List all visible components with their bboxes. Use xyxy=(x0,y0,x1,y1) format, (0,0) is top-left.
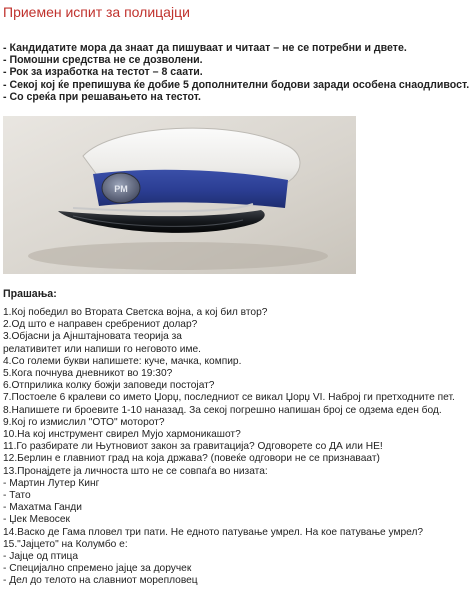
question-item: 15."Јајцето" на Колумбо е: xyxy=(3,538,128,550)
question-item: 5.Кога почнува дневникот во 19:30? xyxy=(3,368,173,380)
rule-item: - Со среќа при решавањето на тестот. xyxy=(3,90,201,103)
question-item: 4.Со големи букви напишете: куче, мачка, компир. xyxy=(3,355,242,367)
question-item: 6.Отприлика колку божји заповеди постојат? xyxy=(3,380,215,392)
question-item: 10.На кој инструмент свирел Мујо хармоникашот? xyxy=(3,429,241,441)
questions-heading: Прашања: xyxy=(3,288,57,300)
cap-shadow xyxy=(28,242,328,270)
question-item: - Тато xyxy=(3,490,31,502)
question-item: 8.Напишете ги броевите 1-10 наназад. За секој погрешно напишан број се одзема еден бод. xyxy=(3,404,442,416)
police-cap-photo xyxy=(3,116,356,274)
question-item: 12.Берлин е главниот град на која држава? (повеќе одговори не се признаваат) xyxy=(3,453,380,465)
rule-item: - Рок за изработка на тестот – 8 саати. xyxy=(3,66,203,79)
question-item: - Мартин Лутер Кинг xyxy=(3,477,100,489)
questions-list xyxy=(3,307,471,588)
question-item: 3.Објасни ја Ајнштајновата теорија за xyxy=(3,331,182,343)
question-item: - Џек Мевосек xyxy=(3,514,70,526)
question-item: релативитет или напиши го неговото име. xyxy=(3,343,201,355)
page-title: Приемен испит за полицајци xyxy=(3,4,190,20)
question-item: - Специјално спремено јајце за доручек xyxy=(3,563,192,575)
question-item: 7.Постоеле 6 кралеви со името Џорџ, последниот се викал Џорџ VI. Наброј ги претходните пет. xyxy=(3,392,455,404)
badge-text: PM xyxy=(114,184,128,194)
question-item: - Дел до телото на славниот морепловец xyxy=(3,575,198,587)
question-item: 14.Васко де Гама пловел три пати. Не едното патување умрел. На кое патување умрел? xyxy=(3,526,424,538)
question-item: 1.Кој победил во Втората Светска војна, а кој бил втор? xyxy=(3,307,268,318)
question-item: 2.Од што е направен сребрениот долар? xyxy=(3,319,198,331)
rule-item: - Кандидатите мора да знаат да пишуваат и читаат – не се потребни и двете. xyxy=(3,42,407,54)
question-item: 13.Пронајдете ја личноста што не се совпаѓа во низата: xyxy=(3,465,268,477)
question-item: - Јајце од птица xyxy=(3,551,79,563)
rules-list xyxy=(3,42,471,103)
rule-item: - Секој кој ќе препишува ќе добие 5 дополнителни бодови заради особена снаодливост. xyxy=(3,78,470,91)
rule-item: - Помошни средства не се дозволени. xyxy=(3,54,203,67)
question-item: 9.Кој го измислил "ОТО" моторот? xyxy=(3,416,165,428)
question-item: 11.Го разбирате ли Њутновиот закон за гравитација? Одговорете со ДА или НЕ! xyxy=(3,441,383,453)
question-item: - Махатма Ганди xyxy=(3,502,82,514)
